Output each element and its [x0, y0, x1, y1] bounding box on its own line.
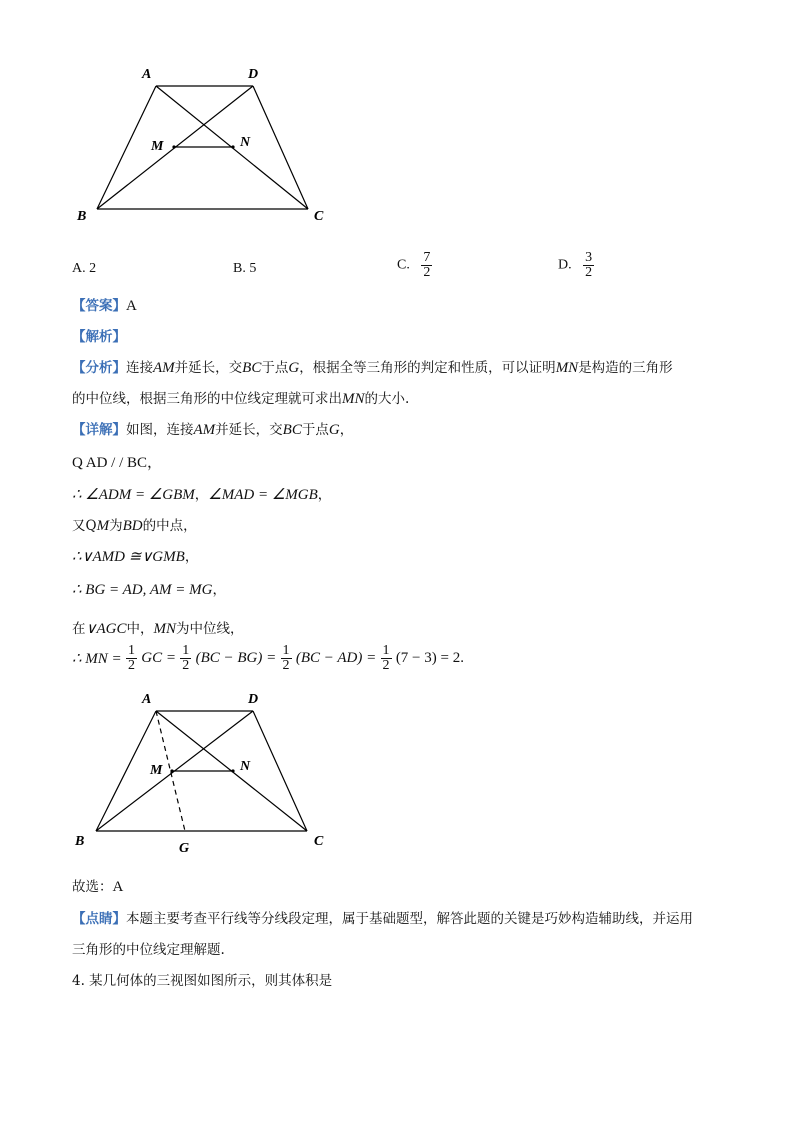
label-a: A — [142, 67, 152, 82]
label-n: N — [240, 759, 251, 774]
label-b: B — [77, 209, 87, 224]
label-m: M — [150, 763, 163, 778]
label-n: N — [240, 135, 251, 150]
step-2: ∴ ∠ADM = ∠GBM，∠MAD = ∠MGB， — [72, 487, 332, 503]
label-m: M — [151, 139, 164, 154]
label-d: D — [248, 67, 259, 82]
label-b: B — [75, 834, 85, 849]
label-c: C — [314, 209, 324, 224]
figure-trapezoid-2 — [70, 685, 350, 865]
option-d[interactable]: D. $\frac{3}{2}$ — [558, 250, 593, 280]
step-3: 又QM为BD的中点， — [72, 518, 197, 534]
option-c[interactable]: C. $\frac{7}{2}$ — [397, 250, 431, 280]
label-d: D — [248, 692, 259, 707]
dianjing-line-2: 三角形的中位线定理解题. — [72, 942, 225, 958]
label-c: C — [314, 834, 324, 849]
segment-ab — [97, 86, 156, 209]
xiangjie-line-1: 【详解】如图，连接AM并延长，交BC于点G， — [72, 422, 354, 438]
fenxi-line-1: 【分析】连接AM并延长，交BC于点G，根据全等三角形的判定和性质，可以证明MN是构造的三角形 — [72, 360, 673, 376]
dianjing-line-1: 【点睛】本题主要考查平行线等分线段定理，属于基础题型，解答此题的关键是巧妙构造辅助线，并运用 — [72, 911, 693, 927]
segment-dc — [253, 86, 308, 209]
step-7-equation: ∴ MN = $\frac{1}{2}$ GC = $\frac{1}{2}$ (BC − BG) = $\frac{1}{2}$ (BC − AD) = $\frac{1}{2}$ (7 − 3) = 2. — [72, 643, 464, 673]
fenxi-line-2: 的中位线，根据三角形的中位线定理就可求出MN的大小. — [72, 391, 410, 407]
answer-line: 【答案】A — [72, 298, 137, 314]
option-a[interactable]: A. 2 — [72, 261, 97, 276]
segment-dc — [253, 711, 307, 831]
step-1: Q AD / / BC， — [72, 455, 163, 471]
label-g: G — [179, 841, 190, 856]
option-b[interactable]: B. 5 — [233, 261, 257, 276]
analysis-heading: 【解析】 — [72, 329, 126, 345]
figure-trapezoid-1 — [70, 60, 350, 235]
label-a: A — [142, 692, 152, 707]
step-4: ∴∨AMD ≅∨GMB， — [72, 549, 199, 565]
step-6: 在∨AGC中，MN为中位线， — [72, 621, 244, 637]
choose-line: 故选：A — [72, 879, 124, 895]
step-5: ∴ BG = AD, AM = MG， — [72, 582, 226, 598]
segment-ab — [96, 711, 156, 831]
question-4: 4. 某几何体的三视图如图所示，则其体积是 — [72, 973, 333, 989]
